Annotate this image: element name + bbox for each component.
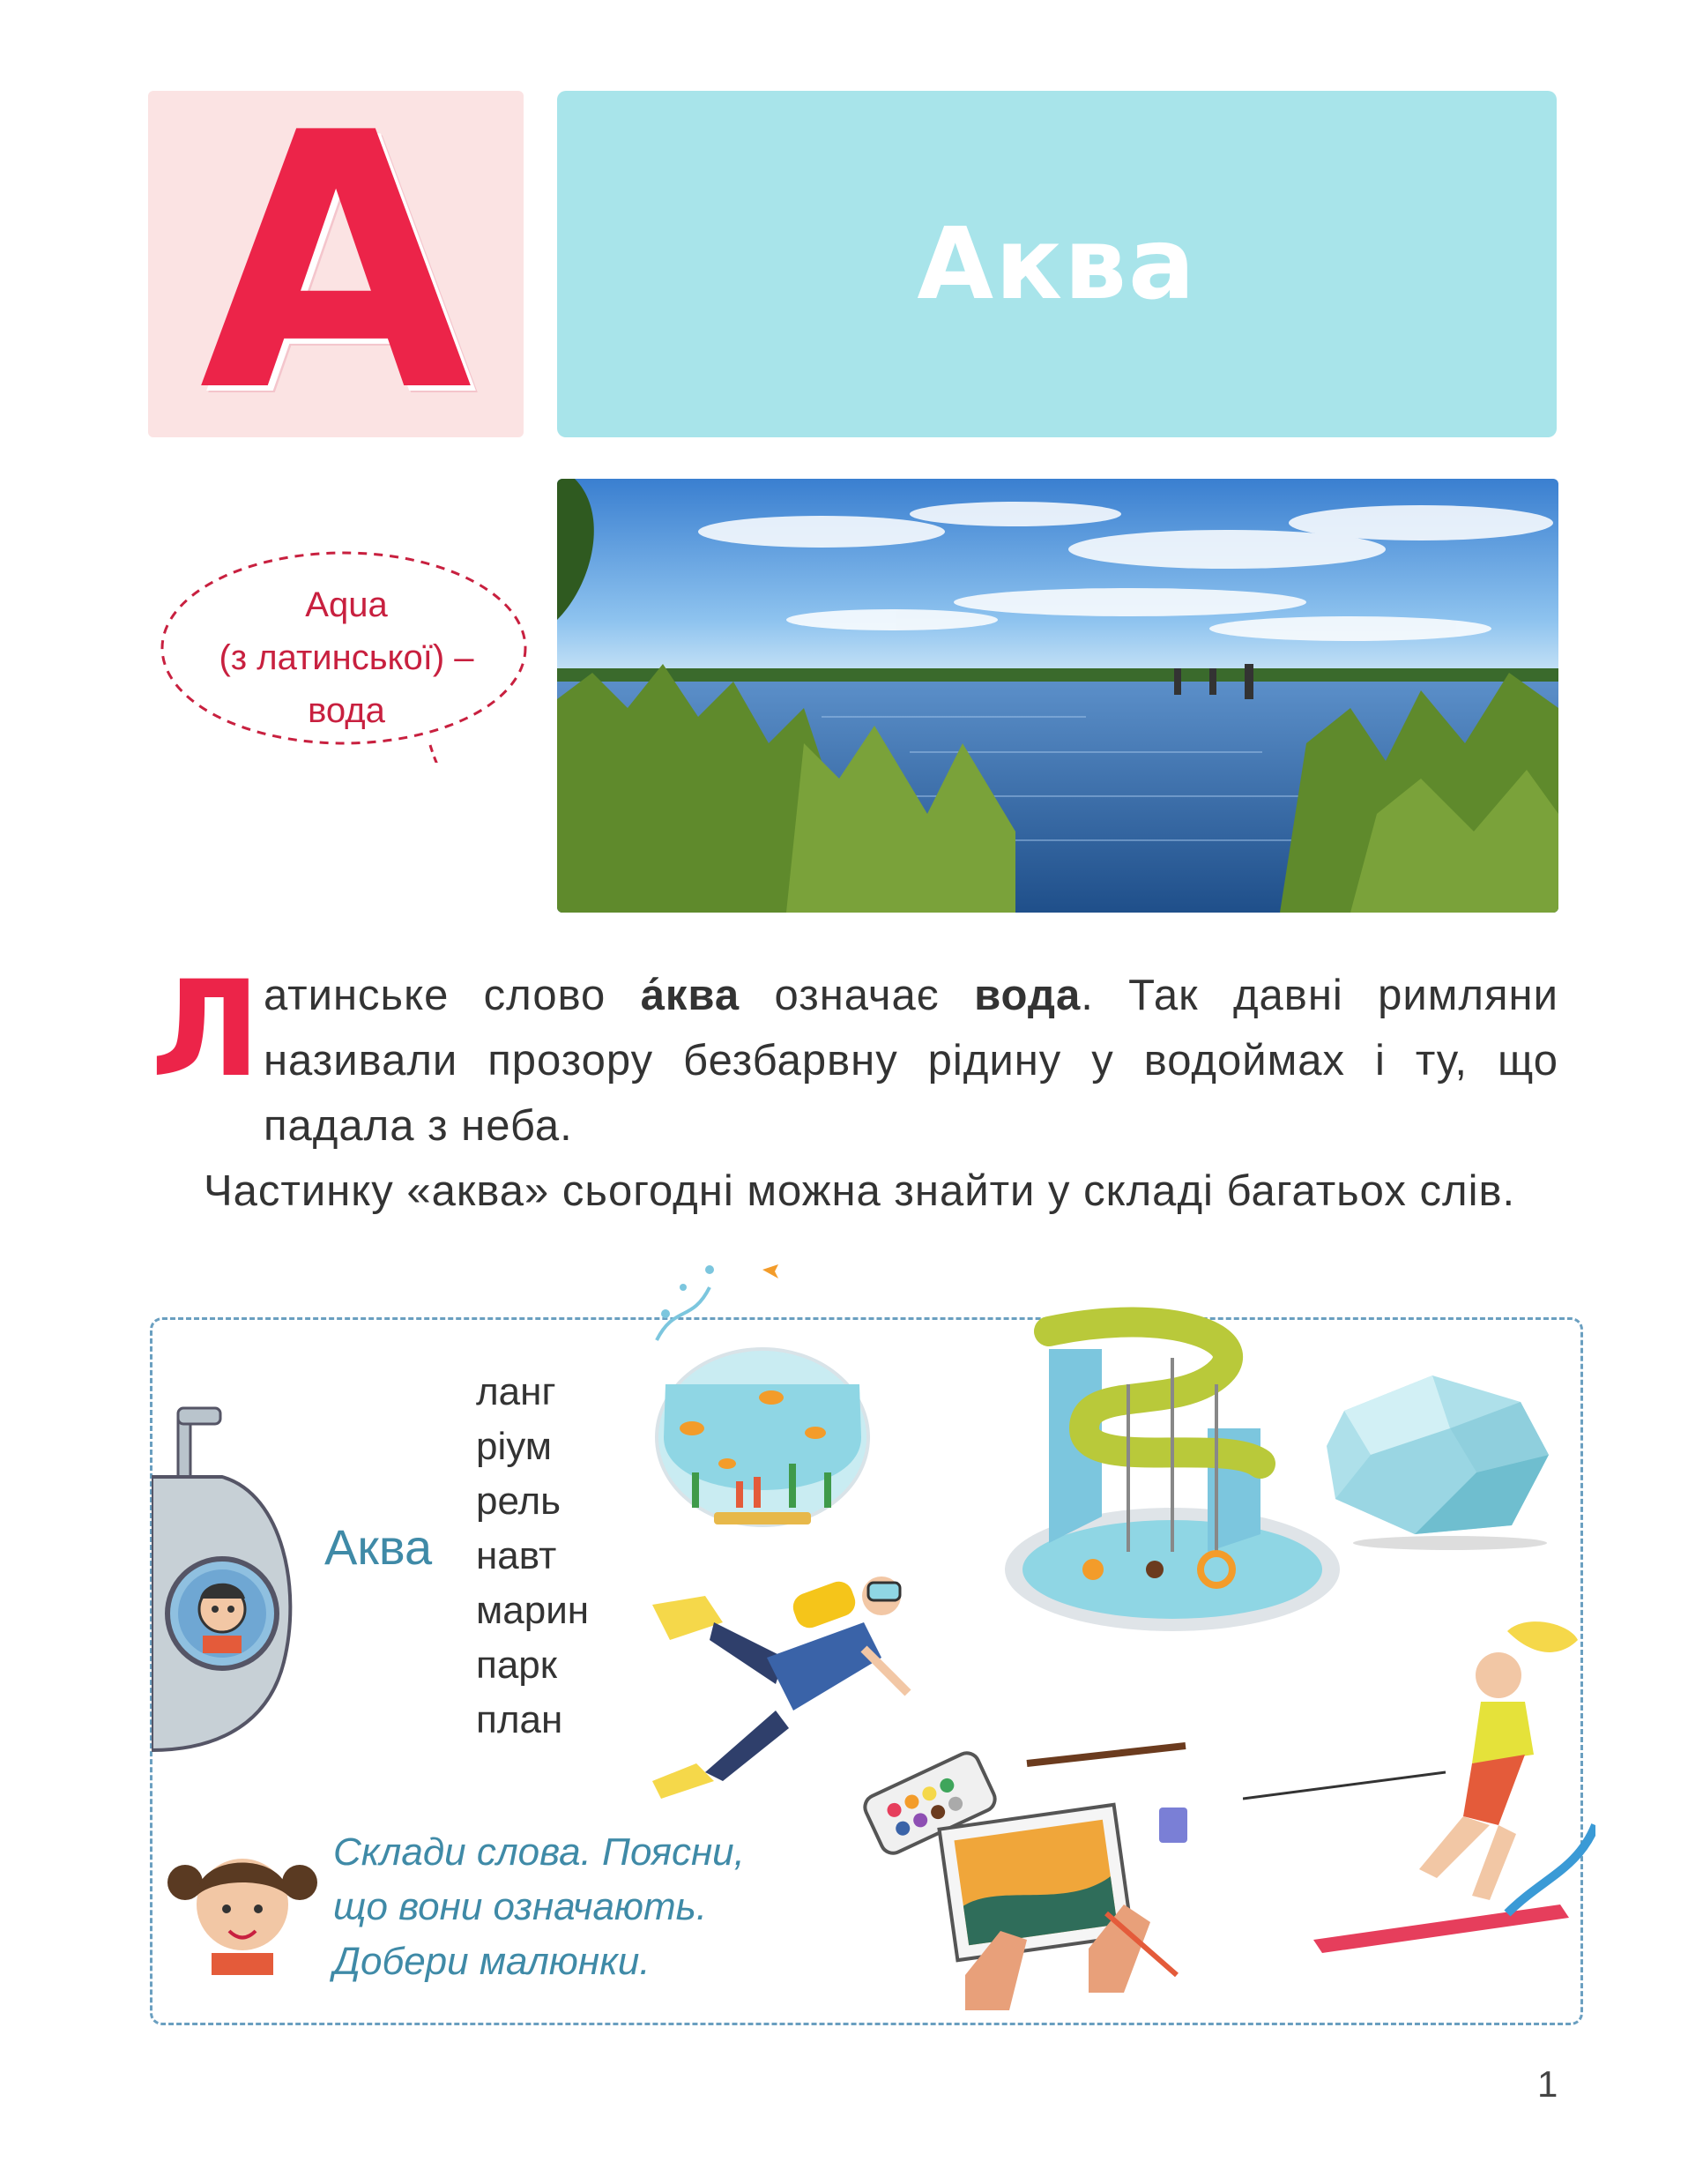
suffix-item: план [476,1698,563,1741]
paragraph-text: . Так давні римляни називали прозору безбарвну рідину у водоймах і ту, що падала з неба. [264,972,1558,1150]
paragraph-text: атинське слово [264,972,641,1019]
suffix-item: марин [476,1589,590,1632]
latin-bubble-text [157,578,536,737]
bubble-line-3: вода [308,691,385,730]
bubble-line-2: (з латинської) – [219,638,474,677]
intro-paragraph [151,953,1558,1159]
aquamarine-stone-illustration [1318,1358,1556,1552]
page-title: Аква [917,206,1197,322]
submarine-illustration [152,1398,310,1755]
prefix-word: Аква [324,1519,433,1575]
letter-tile [148,58,524,469]
suffix-item: парк [476,1644,558,1687]
page-number: 1 [1537,2063,1558,2105]
lake-photo [557,479,1558,913]
big-letter: А [199,58,472,469]
task-instructions [333,1825,827,1989]
suffix-item: ріум [476,1425,553,1468]
girl-avatar [163,1843,322,1975]
task-line: Добери малюнки. [333,1940,651,1983]
highlight-word-akva: а́ква [640,972,740,1019]
bubble-line-1: Aqua [305,585,388,624]
task-line: що вони означають. [333,1885,708,1928]
watercolor-painting-illustration [859,1711,1194,2028]
waterpark-illustration [996,1305,1349,1640]
second-paragraph: Частинку «аква» сьогодні можна знайти у складі багатьох слів. [204,1167,1516,1215]
title-banner [557,91,1557,437]
water-ski-illustration [1243,1614,1595,1966]
highlight-word-voda: вода [974,972,1082,1019]
suffix-item: навт [476,1534,557,1577]
suffix-item: рель [476,1480,561,1523]
suffix-item: ланг [476,1370,556,1413]
suffix-list [476,1365,652,1748]
aquarium-illustration [630,1252,895,1543]
paragraph-text: означає [740,972,975,1019]
drop-cap: Л [151,953,262,1107]
task-line: Склади слова. Поясни, [333,1830,745,1874]
latin-bubble [157,547,536,763]
